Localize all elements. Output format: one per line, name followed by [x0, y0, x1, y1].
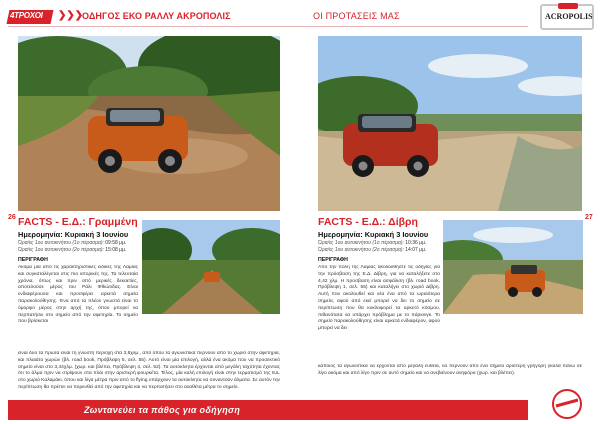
right-desc-heading: ΠΕΡΙΓΡΑΦΗ — [318, 257, 348, 263]
right-schedule — [318, 240, 443, 254]
header-divider — [8, 26, 528, 27]
section-title: ΟΙ ΠΡΟΤΑΣΕΙΣ ΜΑΣ — [313, 11, 400, 21]
right-facts-title: FACTS - Ε.Δ.: Δίβρη — [318, 216, 418, 228]
left-facts-title: FACTS - Ε.Δ.: Γραμμένη — [18, 216, 138, 228]
right-schedule-row: Ώρα/ες 1ου αυτοκινήτου (2ο πέρασμα): 14:07 μμ. — [318, 247, 427, 253]
page-number-right: 27 — [585, 214, 593, 221]
left-schedule-row: Ώρα/ες 1ου αυτοκινήτου (1ο πέρασμα): 09:58 μμ. — [18, 240, 127, 246]
right-date: Ημερομηνία: Κυριακή 3 Ιουνίου — [318, 230, 429, 239]
small-car — [204, 272, 220, 282]
right-main-photo — [318, 36, 582, 211]
left-date: Ημερομηνία: Κυριακή 3 Ιουνίου — [18, 230, 129, 239]
badge-red-bar — [558, 3, 578, 9]
chevrons-icon: ❯❯❯ — [58, 10, 84, 21]
page-number-left: 26 — [8, 214, 16, 221]
page-header — [0, 0, 600, 32]
right-desc-narrow: Από την πόλη της Λαμίας ακολουθήστε τις οδηγίες για την πρόσβαση της Ε.Δ. Δίβρη, για να καταλήξετε στο 4,42 χλμ. Η προσβαση είναι ασφάλιση (βλ. road book, Πρόβλεψη 1, σελ. 55) και καταλήγει στο χωριό Δίβρη. Αυτή που ακολουθεί και νέα ένα από τα ωραιότερα σημεία, αφού από εκεί μπορεί να δει το σημείο σε περίπτωση που θα κυκλοφορεί τα αρκετό κόσμου, πιθανότατα να υπάρχει πρόβλημα με το πάρκινγκ. Το σημείο παρακολούθησης είναι αρκετά ενδιαφέρον, αφού μπορεί να δει — [318, 265, 440, 332]
guide-title: ΟΔΗΓΟΣ ΕΚΟ ΡΑΛΛΥ ΑΚΡΟΠΟΛΙΣ — [82, 11, 231, 21]
badge-text: ACROPOLIS — [545, 12, 593, 21]
left-desc-wide: είναι δύο τα πρώτα είναι τη γνωστή περιοχή στα 3,8χλμ., από όπου τα αγωνιστικά περνούν από το χωριό στην αφετηρία, και πλαιάτο χωρών (βλ. road book, Πρόβλεψη 5, σελ. 55). Αυτό είναι μία επιλογή, αλλά ένα ακόμα που να προσεκτικό σημείο είναι στο 3,44χλμ. (χωρ. και βλέπει, Πρόβλεψη 4, σελ. 52). Τα αυτοκίνητα έρχονται από μεγάλη ταχύτητα έχοντας ότι το άλμα πριν να στρίψουν στα πλάι στην αριστερή φουρκέτα. Τέλος, μία καλή επιλογή είναι στην τερματισμό της ΕΔ. στο χωριό Καλαμάκι, όπου και λίγα μέτρα πριν από το flying υπάρχουν τα αυτοκίνητα να συναντούν άλματα. Σε αυτόν την περίπτωση θα πρέπει να πορευθεί από την αφετηρία και να περπατήσει στο αναθέτα μέτρα το σημείο. — [18, 351, 280, 390]
footer-tagline: Ζωντανεύει τα πάθος για οδήγηση — [84, 405, 241, 415]
left-main-photo — [18, 36, 280, 211]
magazine-logo-text: 4ΤΡΟΧΟΙ — [10, 11, 43, 20]
left-desc-heading: ΠΕΡΙΓΡΑΦΗ — [18, 257, 48, 263]
left-schedule-row: Ώρα/ες 1ου αυτοκινήτου (2ο πέρασμα): 15:08 μμ. — [18, 247, 127, 253]
footer-logo — [548, 388, 586, 420]
right-small-photo — [443, 220, 583, 314]
left-small-photo — [142, 220, 280, 314]
acropolis-rally-badge — [540, 4, 594, 30]
left-schedule — [18, 240, 143, 254]
right-desc-wide: κάποιος τα αγωνιστικά να έρχονται από μεγάλη ευθεία, να περνούν από ένα σημείο αριστερή γρήγορη γκαλά πάνω σε λίγο ακόμα και από λίγο πριν σε αυτό σημείο και να ανεβαίνουν ανηφόρα (χωρ. και βλέπει). — [318, 364, 582, 376]
left-desc-narrow: Ακόμα μία από τις χαρακτηριστικές ειδικές της Λαμίας και συγκαταλέγεται στις πιο ιστορικές της. Τα τελευταία χρόνια, όπως και πριν από μερικές δεκαετίες, αποτελούσε μέρος του Ράλι Φθιώτιδας. Είναι ενδιαφέρουσα και προσφέρει αρκετά σημεία παρακολούθησης. Ένα από τα πλέον γνωστά είναι το όμορφο μέρος στην αρχή της, όπου μπορεί να περπατήσει στο σημείο από την αφετηρία. Το σημείο που βρίσκεται — [18, 265, 138, 325]
right-schedule-row: Ώρα/ες 1ου αυτοκινήτου (1ο πέρασμα): 10:36 μμ. — [318, 240, 427, 246]
